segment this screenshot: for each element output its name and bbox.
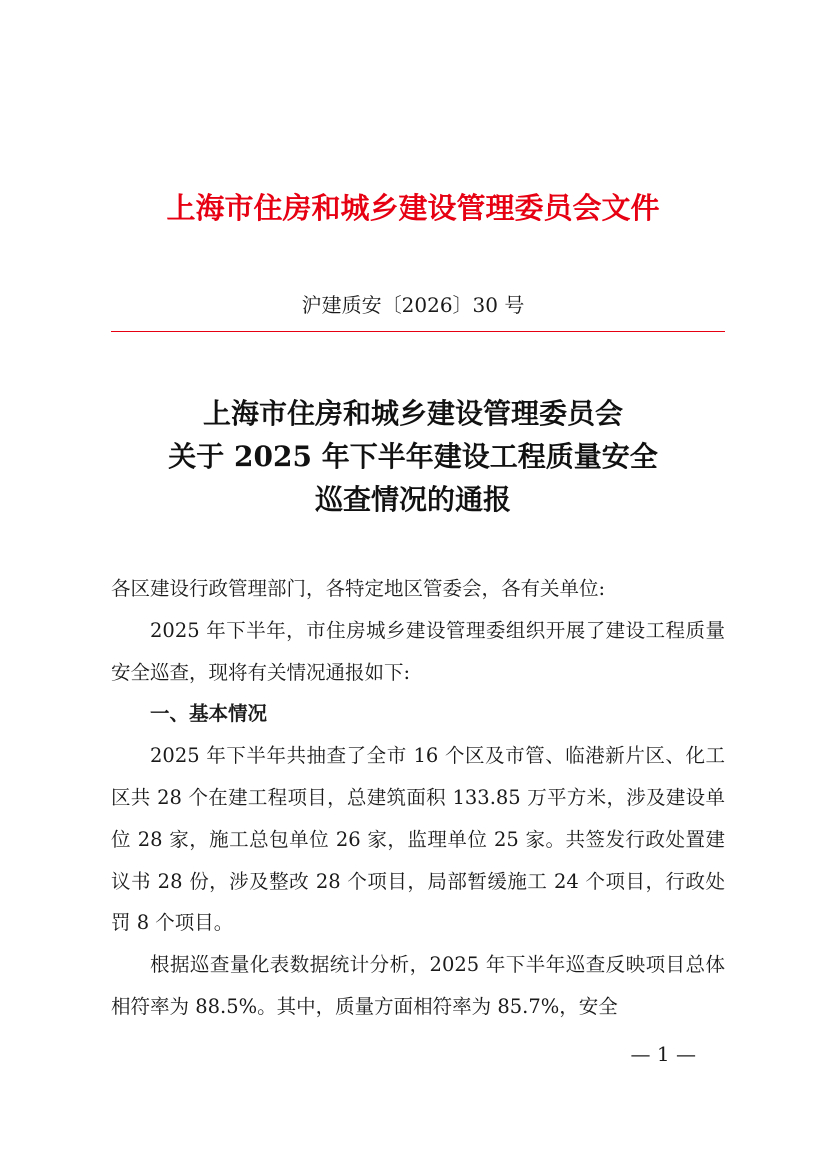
- salutation: 各区建设行政管理部门，各特定地区管委会，各有关单位:: [111, 577, 606, 600]
- section-heading: 一、基本情况: [150, 702, 268, 726]
- page-number: — 1 —: [630, 1042, 696, 1066]
- document-title: [0, 392, 826, 521]
- body-paragraph: 根据巡查量化表数据统计分析，2025 年下半年巡查反映项目总体相符率为 88.5%。其中，质量方面相符率为 85.7%，安全: [111, 953, 725, 1018]
- document-number: 沪建质安〔2026〕30 号: [301, 293, 525, 317]
- title-line-3: 巡查情况的通报: [314, 483, 511, 516]
- issuer-title: 上海市住房和城乡建设管理委员会文件: [166, 191, 660, 225]
- body-paragraph: 2025 年下半年共抽查了全市 16 个区及市管、临港新片区、化工区共 28 个在建工程项目，总建筑面积 133.85 万平方米，涉及建设单位 28 家，施工总包单位 26 家，监理单位 25 家。共签发行政处置建议书 28 份，涉及整改 28 个项目，局部暂缓施工 24 个项目，行政处罚 8 个项目。: [111, 744, 725, 935]
- red-divider-line: [111, 331, 725, 332]
- title-line-1: 上海市住房和城乡建设管理委员会: [202, 397, 623, 430]
- intro-paragraph: 2025 年下半年，市住房城乡建设管理委组织开展了建设工程质量安全巡查，现将有关情况通报如下:: [111, 618, 725, 684]
- title-line-2: 关于 2025 年下半年建设工程质量安全: [168, 440, 658, 473]
- document-body: [111, 568, 725, 1028]
